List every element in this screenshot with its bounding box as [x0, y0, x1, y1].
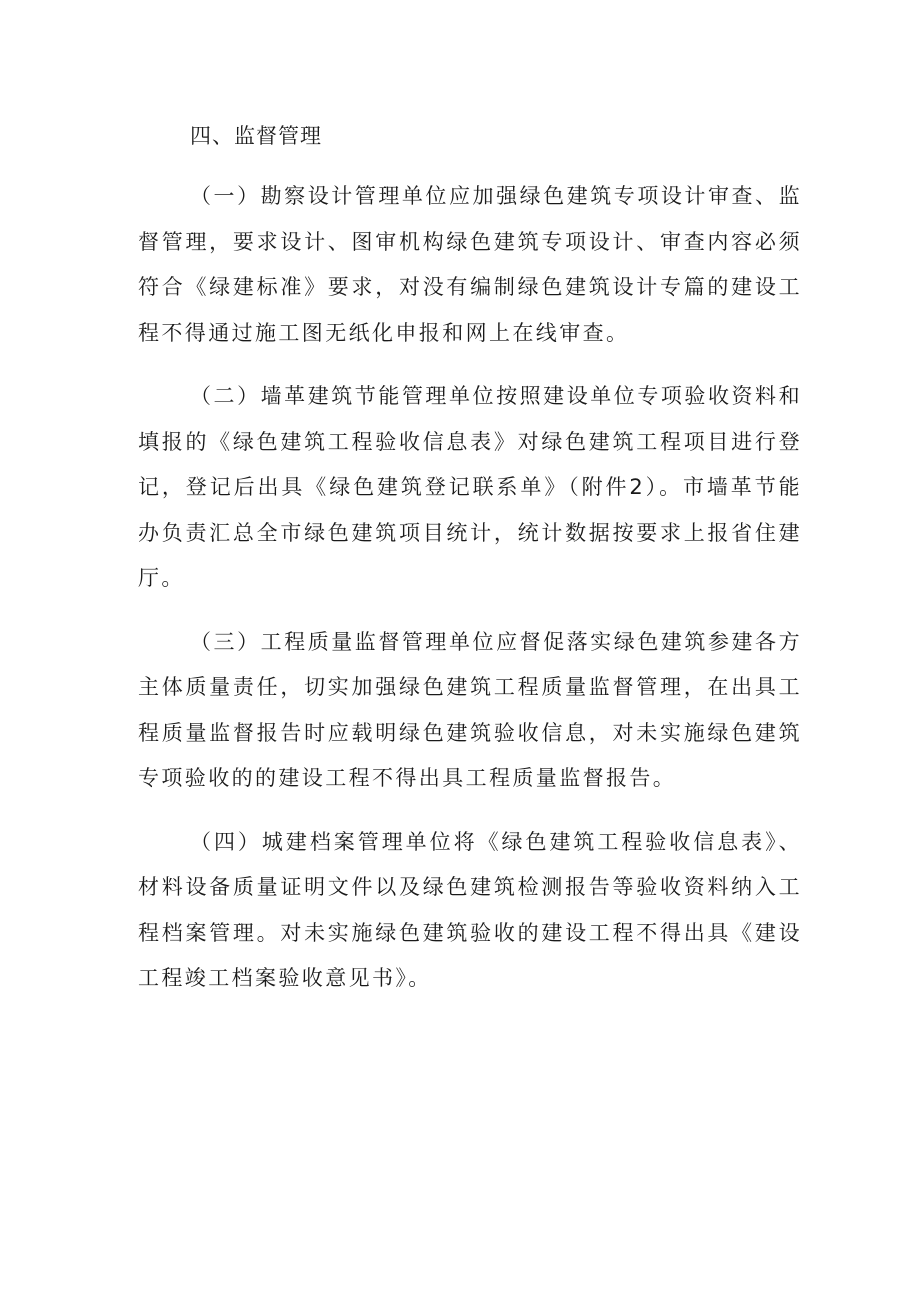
paragraph-2: （二）墙革建筑节能管理单位按照建设单位专项验收资料和填报的《绿色建筑工程验收信息表》对绿色建筑工程项目进行登记，登记后出具《绿色建筑登记联系单》（附件2）。市墙革节能办负责汇总全市绿色建筑项目统计，统计数据按要求上报省住建厅。 [138, 384, 802, 590]
paragraph-4: （四）城建档案管理单位将《绿色建筑工程验收信息表》、材料设备质量证明文件以及绿色建筑检测报告等验收资料纳入工程档案管理。对未实施绿色建筑验收的建设工程不得出具《建设工程竣工档案验收意见书》。 [138, 829, 802, 990]
paragraph-1: （一）勘察设计管理单位应加强绿色建筑专项设计审查、监督管理，要求设计、图审机构绿色建筑专项设计、审查内容必须符合《绿建标准》要求，对没有编制绿色建筑设计专篇的建设工程不得通过施工图无纸化申报和网上在线审查。 [138, 184, 802, 345]
document-page [138, 118, 802, 1020]
paragraph-3: （三）工程质量监督管理单位应督促落实绿色建筑参建各方主体质量责任，切实加强绿色建筑工程质量监督管理，在出具工程质量监督报告时应载明绿色建筑验收信息，对未实施绿色建筑专项验收的的建设工程不得出具工程质量监督报告。 [138, 629, 802, 790]
section-heading: 四、监督管理 [190, 124, 322, 148]
